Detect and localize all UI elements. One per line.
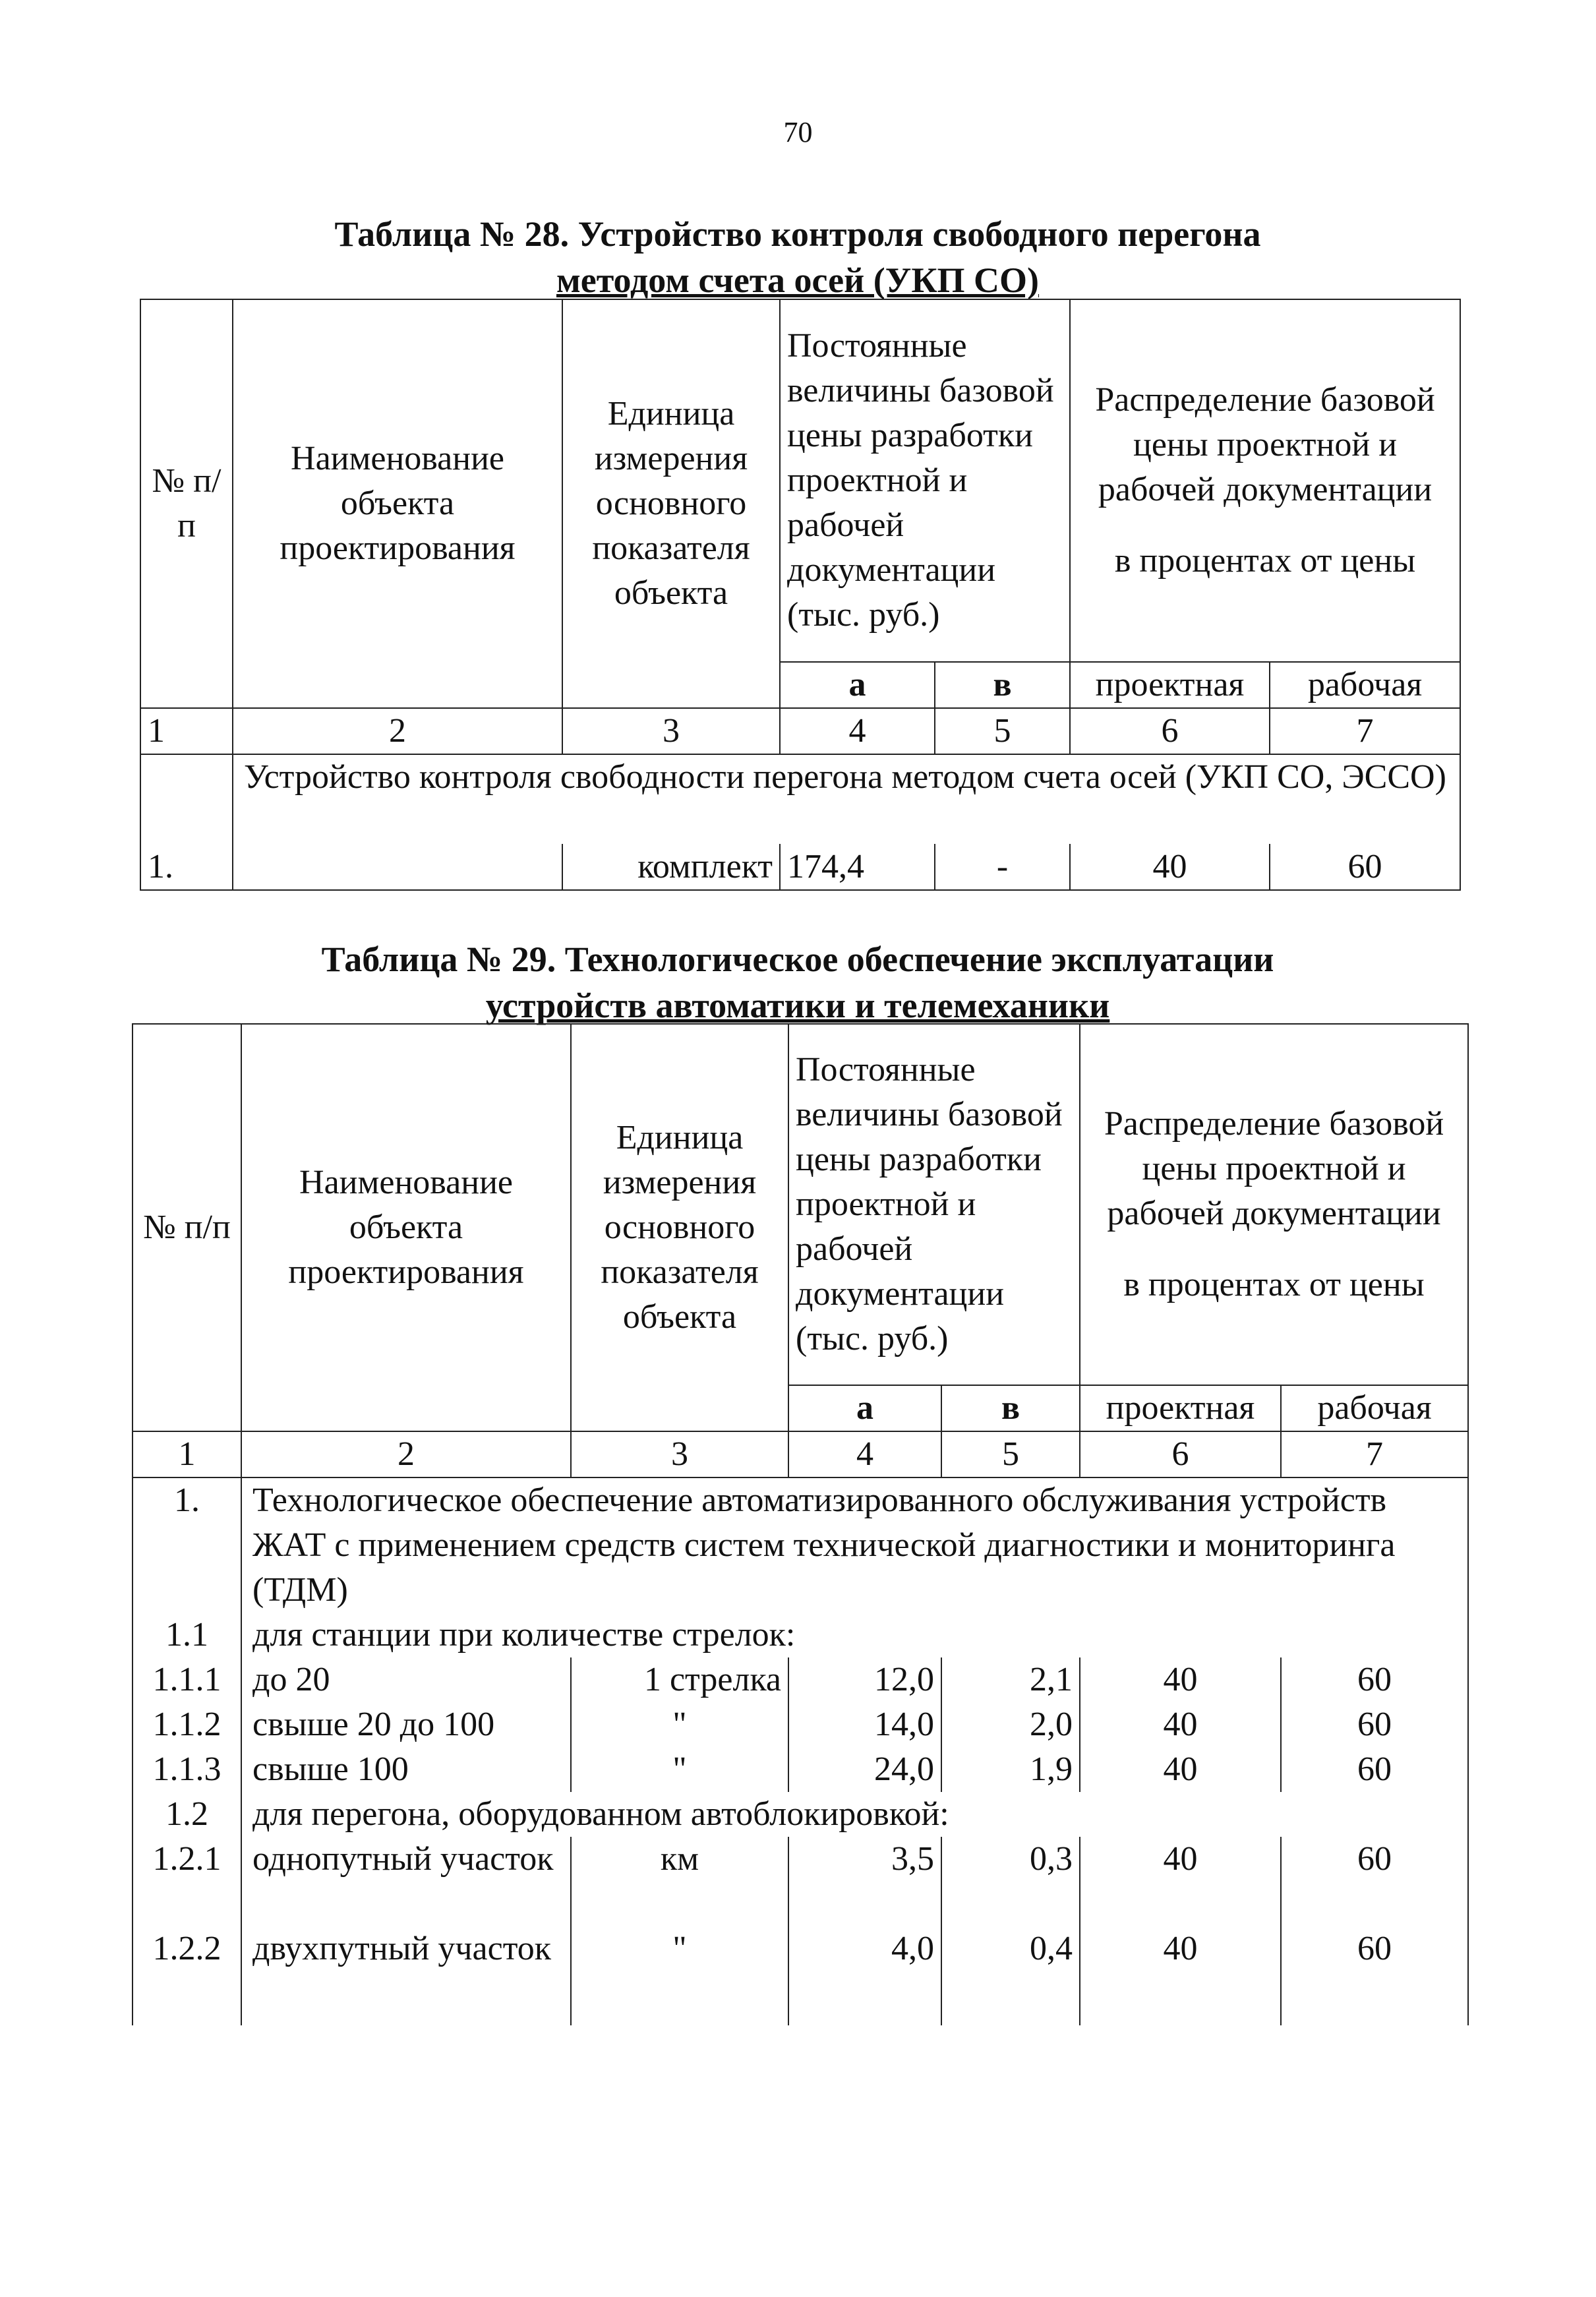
row-name-cont [233,844,562,890]
table-29-title-line2: устройств автоматики и телемеханики [485,986,1110,1025]
table-row [133,1837,1468,1926]
row-unit: " [571,1926,788,2025]
row-name: Устройство контроля свободности перегона методом счета осей (УКП СО, ЭССО) [233,754,1460,844]
row-value-b: 2,0 [941,1702,1080,1747]
row-value-a: 174,4 [780,844,935,890]
row-value-a: 3,5 [788,1837,941,1926]
col-number: 4 [788,1431,941,1477]
header-unit: Единица измерения основного показателя объекта [562,299,780,708]
header-const: Постоянные величины базовой цены разработки проектной и рабочей документации (тыс. руб.) [788,1024,1080,1385]
row-unit: комплект [562,844,780,890]
col-number: 3 [571,1431,788,1477]
section-text: для перегона, оборудованном автоблокировкой: [241,1792,1468,1837]
col-number: 5 [935,708,1070,754]
header-b: в [941,1385,1080,1431]
header-a: а [788,1385,941,1431]
row-working: 60 [1281,1657,1468,1702]
table-row [133,1657,1468,1702]
row-unit: " [571,1747,788,1792]
col-number: 5 [941,1431,1080,1477]
header-distribution-text: Распределение базовой цены проектной и рабочей документации [1095,381,1435,508]
row-value-b: - [935,844,1070,890]
header-name: Наименование объекта проектирования [241,1024,571,1431]
header-percent-note: в процентах от цены [1114,542,1416,580]
row-project: 40 [1080,1702,1281,1747]
row-working: 60 [1270,844,1460,890]
table-28-title [132,211,1463,303]
header-name: Наименование объекта проектирования [233,299,562,708]
row-num: 1.2.2 [133,1926,241,2025]
row-num: 1.1.2 [133,1702,241,1747]
col-number: 2 [233,708,562,754]
row-value-b: 0,4 [941,1926,1080,2025]
column-number-row [133,1431,1468,1477]
row-working: 60 [1281,1702,1468,1747]
header-b: в [935,662,1070,708]
header-num: № п/п [140,299,233,708]
row-name: двухпутный участок [241,1926,571,2025]
row-num: 1. [140,754,233,890]
row-value-a: 14,0 [788,1702,941,1747]
section-row [133,1613,1468,1657]
row-value-a: 12,0 [788,1657,941,1702]
section-num: 1.2 [133,1792,241,1837]
row-project: 40 [1070,844,1270,890]
row-num: 1.2.1 [133,1837,241,1926]
table-row [133,1926,1468,2025]
header-distribution [1070,299,1460,662]
table-29-title [132,936,1463,1029]
section-row [133,1792,1468,1837]
section-num: 1.1 [133,1613,241,1657]
header-distribution-text: Распределение базовой цены проектной и рабочей документации [1104,1105,1444,1232]
row-value-a: 24,0 [788,1747,941,1792]
row-value-b: 1,9 [941,1747,1080,1792]
section-row [133,1477,1468,1613]
row-name: однопутный участок [241,1837,571,1926]
header-const: Постоянные величины базовой цены разработки проектной и рабочей документации (тыс. руб.) [780,299,1070,662]
header-working: рабочая [1281,1385,1468,1431]
section-num: 1. [133,1477,241,1613]
header-project: проектная [1080,1385,1281,1431]
col-number: 7 [1281,1431,1468,1477]
row-name: свыше 20 до 100 [241,1702,571,1747]
col-number: 7 [1270,708,1460,754]
col-number: 2 [241,1431,571,1477]
row-unit: км [571,1837,788,1926]
row-value-b: 2,1 [941,1657,1080,1702]
table-28-title-line2: методом счета осей (УКП СО) [556,260,1040,300]
header-a: а [780,662,935,708]
header-working: рабочая [1270,662,1460,708]
row-working: 60 [1281,1926,1468,2025]
table-row [140,844,1460,890]
header-project: проектная [1070,662,1270,708]
row-value-b: 0,3 [941,1837,1080,1926]
row-unit: " [571,1702,788,1747]
row-name: свыше 100 [241,1747,571,1792]
section-text: для станции при количестве стрелок: [241,1613,1468,1657]
row-name: до 20 [241,1657,571,1702]
header-percent-note: в процентах от цены [1123,1266,1425,1303]
header-unit: Единица измерения основного показателя объекта [571,1024,788,1431]
row-num: 1.1.3 [133,1747,241,1792]
table-29-title-line1: Таблица № 29. Технологическое обеспечение эксплуатации [321,940,1274,979]
row-value-a: 4,0 [788,1926,941,2025]
table-28 [140,299,1461,891]
row-project: 40 [1080,1837,1281,1926]
row-unit: 1 стрелка [571,1657,788,1702]
col-number: 1 [133,1431,241,1477]
row-project: 40 [1080,1747,1281,1792]
col-number: 3 [562,708,780,754]
row-working: 60 [1281,1837,1468,1926]
col-number: 4 [780,708,935,754]
row-project: 40 [1080,1926,1281,2025]
header-distribution [1080,1024,1468,1385]
table-row [133,1702,1468,1747]
page-number: 70 [783,116,813,148]
col-number: 6 [1080,1431,1281,1477]
row-num: 1.1.1 [133,1657,241,1702]
table-28-title-line1: Таблица № 28. Устройство контроля свободного перегона [334,214,1261,254]
table-row [140,754,1460,844]
col-number: 6 [1070,708,1270,754]
section-text: Технологическое обеспечение автоматизированного обслуживания устройств ЖАТ с применением средств систем технической диагностики и мониторинга (ТДМ) [241,1477,1468,1613]
col-number: 1 [140,708,233,754]
row-working: 60 [1281,1747,1468,1792]
table-row [133,1747,1468,1792]
table-29 [132,1023,1469,2025]
row-project: 40 [1080,1657,1281,1702]
header-num: № п/п [133,1024,241,1431]
column-number-row [140,708,1460,754]
